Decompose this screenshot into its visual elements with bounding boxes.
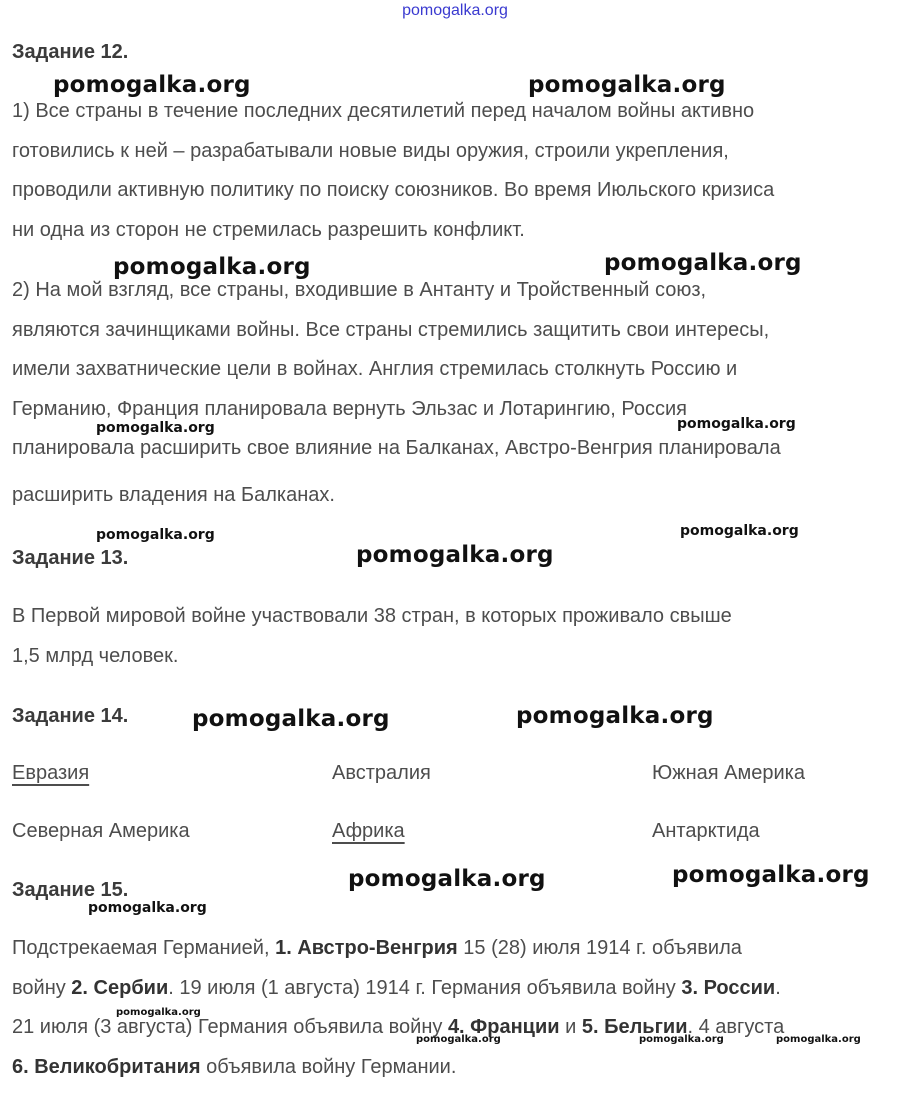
answer-4: 4. Франции	[447, 1016, 560, 1038]
top-watermark: pomogalka.org	[402, 2, 508, 19]
text-line: имели захватнические цели в войнах. Англия стремилась столкнуть Россию и	[12, 358, 738, 380]
watermark: pomogalka.org	[192, 706, 390, 732]
watermark: pomogalka.org	[113, 254, 311, 280]
task-13-paragraph	[12, 597, 897, 676]
text-line: 6. Великобритания объявила войну Германии.	[12, 1055, 457, 1078]
task-12-paragraph-1	[12, 92, 897, 250]
continent-africa: Африка	[332, 820, 405, 842]
watermark: pomogalka.org	[776, 1034, 861, 1045]
answer-6: 6. Великобритания	[12, 1055, 201, 1078]
watermark: pomogalka.org	[348, 866, 546, 892]
answer-1: 1. Австро-Венгрия	[275, 937, 458, 959]
watermark: pomogalka.org	[680, 523, 799, 539]
text-line: ни одна из сторон не стремилась разрешить конфликт.	[12, 218, 525, 241]
text-line: планировала расширить свое влияние на Балканах, Австро-Венгрия планировала	[12, 437, 781, 459]
watermark: pomogalka.org	[639, 1034, 724, 1045]
answer-5: 5. Бельгии	[581, 1016, 688, 1038]
text-line: войну 2. Сербии. 19 июля (1 августа) 1914 г. Германия объявила войну 3. России.	[12, 976, 781, 999]
text-line: В Первой мировой войне участвовали 38 стран, в которых проживало свыше	[12, 605, 732, 627]
task-12-heading: Задание 12.	[12, 41, 129, 63]
task-13-heading: Задание 13.	[12, 547, 129, 569]
continent-south-america: Южная Америка	[652, 762, 805, 784]
answer-2: 2. Сербии	[71, 976, 169, 999]
text-line: 1,5 млрд человек.	[12, 644, 179, 667]
text-line: расширить владения на Балканах.	[12, 484, 335, 506]
watermark: pomogalka.org	[53, 72, 251, 98]
text-line: Германию, Франция планировала вернуть Эльзас и Лотарингию, Россия	[12, 397, 687, 420]
text-line: 21 июля (3 августа) Германия объявила войну 4. Франции и 5. Бельгии. 4 августа	[12, 1016, 785, 1038]
watermark: pomogalka.org	[88, 900, 207, 916]
answer-3: 3. России	[681, 976, 776, 999]
text-line: являются зачинщиками войны. Все страны стремились защитить свои интересы,	[12, 318, 770, 341]
watermark: pomogalka.org	[677, 416, 796, 432]
task-14-heading: Задание 14.	[12, 705, 129, 727]
continent-north-america: Северная Америка	[12, 820, 190, 842]
watermark: pomogalka.org	[528, 72, 726, 98]
continent-australia: Австралия	[332, 762, 431, 784]
text-line: 2) На мой взгляд, все страны, входившие в Антанту и Тройственный союз,	[12, 279, 707, 301]
task-12-paragraph-2	[12, 271, 897, 469]
text-line: 1) Все страны в течение последних десятилетий перед началом войны активно	[12, 100, 755, 122]
watermark: pomogalka.org	[96, 527, 215, 543]
continent-antarctica: Антарктида	[652, 820, 760, 842]
text-line: готовились к ней – разрабатывали новые виды оружия, строили укрепления,	[12, 139, 729, 162]
continent-eurasia: Евразия	[12, 762, 90, 784]
watermark: pomogalka.org	[672, 862, 870, 888]
watermark: pomogalka.org	[116, 1007, 201, 1018]
watermark: pomogalka.org	[96, 420, 215, 436]
watermark: pomogalka.org	[356, 542, 554, 568]
task-15-heading: Задание 15.	[12, 879, 129, 901]
text-line: Подстрекаемая Германией, 1. Австро-Венгрия 15 (28) июля 1914 г. объявила	[12, 937, 742, 959]
watermark: pomogalka.org	[604, 250, 802, 276]
task-12-paragraph-2-end	[12, 476, 897, 516]
text-line: проводили активную политику по поиску союзников. Во время Июльского кризиса	[12, 179, 775, 201]
watermark: pomogalka.org	[516, 703, 714, 729]
watermark: pomogalka.org	[416, 1034, 501, 1045]
